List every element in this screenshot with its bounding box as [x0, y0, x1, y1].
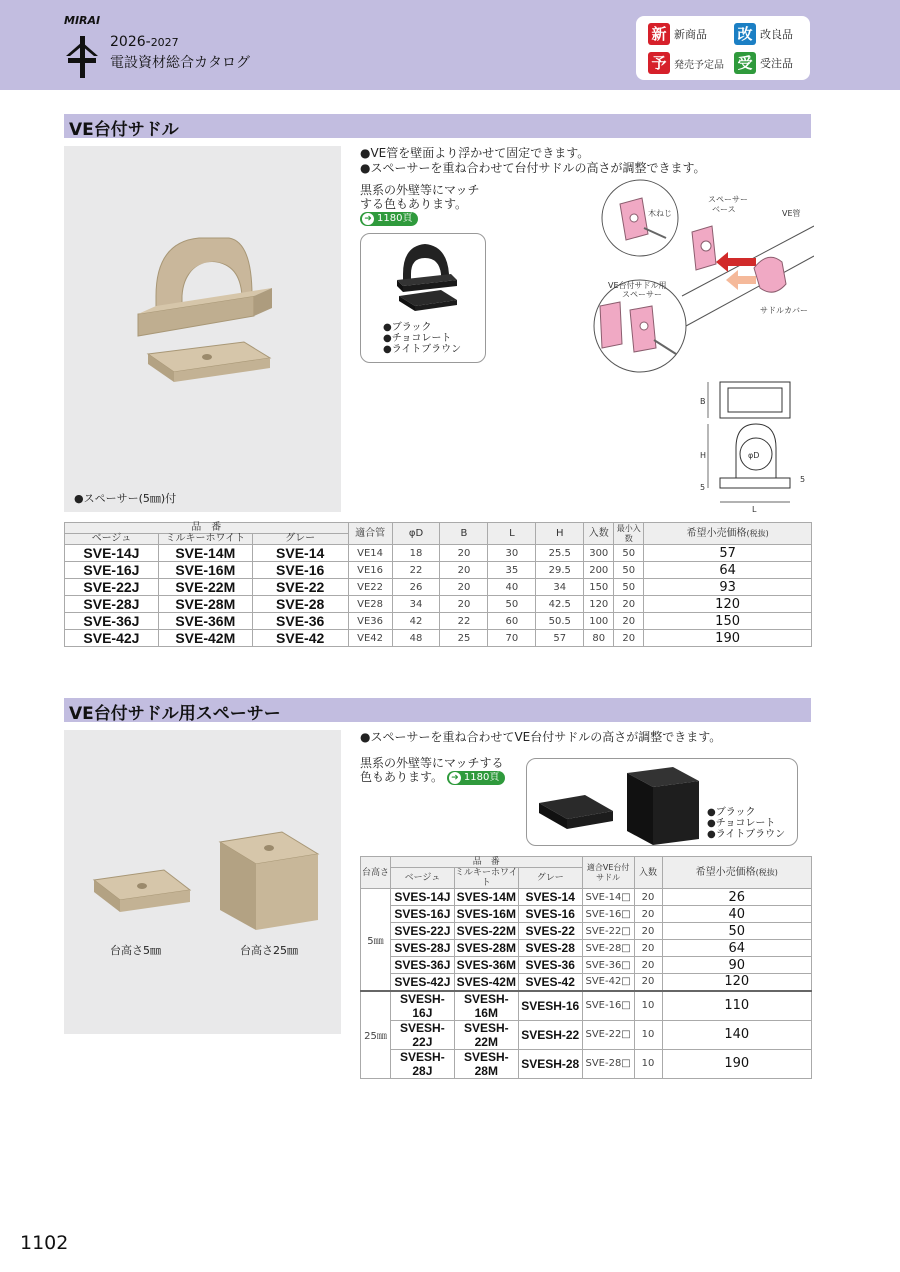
dimension-drawing — [696, 378, 812, 514]
spec-cell: 20 — [634, 974, 662, 991]
logo-text: MIRAI — [64, 14, 101, 27]
price-cell: 50 — [662, 923, 812, 940]
legend-improved: 改 改良品 — [734, 23, 793, 45]
feature-bullet-3: ●スペーサーを重ね合わせてVE台付サドルの高さが調整できます。 — [360, 730, 722, 744]
price-cell: 110 — [662, 991, 812, 1021]
dim-label-five-b: 5 — [800, 475, 806, 484]
spec-cell: 42 — [392, 613, 440, 630]
part-number-cell: SVE-16J — [65, 562, 159, 579]
spec-cell: SVE-28□ — [582, 940, 634, 957]
legend-upcoming: 予 発売予定品 — [648, 52, 724, 74]
table-row — [361, 923, 812, 940]
label-spacer-for: VE台付サドル用 — [608, 281, 667, 290]
th-part-number: 品 番 — [65, 523, 349, 534]
th2-part-number: 品 番 — [390, 857, 582, 868]
section-title-bar-2 — [64, 698, 811, 722]
spec-cell: 34 — [536, 579, 584, 596]
table-row — [361, 991, 812, 1021]
spec-cell: 42.5 — [536, 596, 584, 613]
color-option-2-black: ●ブラック — [707, 807, 756, 818]
dim-label-h: H — [700, 451, 707, 460]
spacer-photo — [64, 730, 341, 1034]
part-number-cell: SVE-28M — [158, 596, 252, 613]
spec-cell: SVE-28□ — [582, 1049, 634, 1078]
table-row — [65, 579, 812, 596]
feature-bullet-1: ●VE管を壁面より浮かせて固定できます。 — [360, 146, 590, 160]
part-number-cell: SVES-36J — [390, 957, 454, 974]
spec-cell: 30 — [488, 545, 536, 562]
section-title-2: VE台付サドル用スペーサー — [69, 704, 281, 724]
spec-cell: 80 — [584, 630, 614, 647]
dim-label-d: φD — [748, 451, 760, 460]
spec-cell: 50 — [614, 545, 644, 562]
spec-cell: SVE-14□ — [582, 889, 634, 906]
dim-label-b: B — [700, 397, 706, 406]
caption-25mm: 台高さ25㎜ — [240, 944, 298, 957]
spec-cell: 18 — [392, 545, 440, 562]
th2-height: 台高さ — [361, 857, 391, 889]
black-saddle-image — [361, 234, 487, 324]
part-number-cell: SVES-36M — [454, 957, 518, 974]
price-cell: 64 — [662, 940, 812, 957]
spec-cell: 20 — [614, 596, 644, 613]
spec-cell: 40 — [488, 579, 536, 596]
color-note-line-2: する色もあります。 — [360, 197, 468, 211]
table-row — [65, 630, 812, 647]
part-number-cell: SVE-42J — [65, 630, 159, 647]
height-group-cell: 25㎜ — [361, 991, 391, 1079]
color-variant-box — [360, 233, 486, 363]
th2-qty: 入数 — [634, 857, 662, 889]
th-beige: ベージュ — [65, 534, 159, 545]
part-number-cell: SVE-28J — [65, 596, 159, 613]
spec-cell: VE16 — [348, 562, 392, 579]
spec-cell: 70 — [488, 630, 536, 647]
spec-cell: SVE-36□ — [582, 957, 634, 974]
th2-price: 希望小売価格(税抜) — [662, 857, 812, 889]
spec-cell: 22 — [440, 613, 488, 630]
part-number-cell: SVE-14J — [65, 545, 159, 562]
spec-cell: 22 — [392, 562, 440, 579]
spec-cell: 25 — [440, 630, 488, 647]
dim-label-five-a: 5 — [700, 483, 706, 492]
color-note-2-line-1: 黒系の外壁等にマッチする — [360, 756, 504, 770]
spacer-spec-table — [360, 856, 812, 1079]
spec-cell: 29.5 — [536, 562, 584, 579]
part-number-cell: SVES-42M — [454, 974, 518, 991]
part-number-cell: SVESH-22J — [390, 1020, 454, 1049]
th-b: B — [440, 523, 488, 545]
table-row — [361, 957, 812, 974]
price-cell: 90 — [662, 957, 812, 974]
label-spacer-top: スペーサー — [708, 195, 748, 204]
th2-beige: ベージュ — [390, 868, 454, 889]
price-cell: 40 — [662, 906, 812, 923]
spec-cell: 20 — [634, 940, 662, 957]
spec-cell: 20 — [634, 889, 662, 906]
th-h: H — [536, 523, 584, 545]
spec-cell: 20 — [614, 613, 644, 630]
spec-cell: 57 — [536, 630, 584, 647]
part-number-cell: SVE-16M — [158, 562, 252, 579]
table-row — [361, 974, 812, 991]
part-number-cell: SVE-36 — [252, 613, 348, 630]
photo-caption: ●スペーサー(5㎜)付 — [74, 492, 177, 505]
price-cell: 120 — [644, 596, 812, 613]
part-number-cell: SVES-22M — [454, 923, 518, 940]
color-variant-box-2 — [526, 758, 798, 846]
price-cell: 190 — [644, 630, 812, 647]
th2-gray: グレー — [518, 868, 582, 889]
part-number-cell: SVESH-16M — [454, 991, 518, 1021]
spec-cell: VE42 — [348, 630, 392, 647]
color-note-line-1: 黒系の外壁等にマッチ — [360, 183, 480, 197]
page-reference-2[interactable]: ➜ 1180頁 — [447, 771, 505, 785]
spec-cell: SVE-42□ — [582, 974, 634, 991]
part-number-cell: SVES-14 — [518, 889, 582, 906]
price-cell: 150 — [644, 613, 812, 630]
legend-box — [636, 16, 810, 80]
arrow-right-icon: ➜ — [449, 772, 461, 784]
part-number-cell: SVES-22J — [390, 923, 454, 940]
spec-cell: SVE-22□ — [582, 923, 634, 940]
part-number-cell: SVES-28 — [518, 940, 582, 957]
spec-cell: 20 — [634, 923, 662, 940]
price-cell: 57 — [644, 545, 812, 562]
spec-cell: 20 — [440, 545, 488, 562]
spec-cell: 50 — [488, 596, 536, 613]
spec-cell: 10 — [634, 991, 662, 1021]
arrow-right-icon: ➜ — [362, 213, 374, 225]
spec-cell: 120 — [584, 596, 614, 613]
feature-bullet-2: ●スペーサーを重ね合わせて台付サドルの高さが調整できます。 — [360, 161, 706, 175]
label-saddle-cover: サドルカバー — [760, 306, 808, 315]
spec-cell: 48 — [392, 630, 440, 647]
part-number-cell: SVES-14M — [454, 889, 518, 906]
page-number: 1102 — [20, 1232, 69, 1254]
label-ve-pipe: VE管 — [782, 209, 801, 218]
table-row — [65, 613, 812, 630]
section-title-bar — [64, 114, 811, 138]
part-number-cell: SVE-22M — [158, 579, 252, 596]
spec-cell: 300 — [584, 545, 614, 562]
part-number-cell: SVES-16 — [518, 906, 582, 923]
part-number-cell: SVES-36 — [518, 957, 582, 974]
color-option-black: ●ブラック — [383, 322, 432, 333]
spec-cell: 10 — [634, 1020, 662, 1049]
part-number-cell: SVE-22 — [252, 579, 348, 596]
table-row — [361, 906, 812, 923]
price-cell: 26 — [662, 889, 812, 906]
spec-cell: SVE-16□ — [582, 991, 634, 1021]
color-note-2-line-2: 色もあります。 ➜ 1180頁 — [360, 770, 505, 785]
spec-cell: 20 — [440, 562, 488, 579]
label-spacer: スペーサー — [622, 290, 662, 299]
spec-cell: 10 — [634, 1049, 662, 1078]
spec-cell: 20 — [634, 957, 662, 974]
table-row — [65, 562, 812, 579]
part-number-cell: SVES-42J — [390, 974, 454, 991]
color-option-chocolate: ●チョコレート — [383, 333, 452, 344]
part-number-cell: SVES-28J — [390, 940, 454, 957]
spec-cell: 50 — [614, 562, 644, 579]
part-number-cell: SVE-28 — [252, 596, 348, 613]
spec-cell: 26 — [392, 579, 440, 596]
color-option-lightbrown: ●ライトブラウン — [383, 344, 462, 355]
table-row — [65, 545, 812, 562]
color-option-2-lightbrown: ●ライトブラウン — [707, 829, 786, 840]
spec-cell: VE36 — [348, 613, 392, 630]
assembly-diagram — [578, 176, 814, 376]
spec-cell: SVE-22□ — [582, 1020, 634, 1049]
part-number-cell: SVE-36M — [158, 613, 252, 630]
part-number-cell: SVES-16J — [390, 906, 454, 923]
spec-cell: 50 — [614, 579, 644, 596]
spec-cell: VE28 — [348, 596, 392, 613]
part-number-cell: SVESH-28M — [454, 1049, 518, 1078]
spec-cell: SVE-16□ — [582, 906, 634, 923]
label-base: ベース — [712, 205, 736, 214]
legend-order: 受 受注品 — [734, 52, 793, 74]
spec-cell: VE14 — [348, 545, 392, 562]
legend-new: 新 新商品 — [648, 23, 707, 45]
catalog-title: 電設資材総合カタログ — [110, 55, 250, 71]
spec-cell: 20 — [440, 596, 488, 613]
saddle-product-image — [64, 146, 341, 512]
part-number-cell: SVE-14M — [158, 545, 252, 562]
table-row — [361, 940, 812, 957]
spec-cell: 20 — [634, 906, 662, 923]
spec-cell: 20 — [614, 630, 644, 647]
dim-label-l: L — [752, 505, 757, 514]
product-photo — [64, 146, 341, 512]
spec-cell: 35 — [488, 562, 536, 579]
part-number-cell: SVES-42 — [518, 974, 582, 991]
part-number-cell: SVES-22 — [518, 923, 582, 940]
page-header — [0, 0, 900, 90]
caption-5mm: 台高さ5㎜ — [110, 944, 161, 957]
part-number-cell: SVESH-28J — [390, 1049, 454, 1078]
part-number-cell: SVE-42M — [158, 630, 252, 647]
part-number-cell: SVES-28M — [454, 940, 518, 957]
spacer-product-image — [64, 730, 341, 1034]
table-row — [361, 1049, 812, 1078]
th-qty: 入数 — [584, 523, 614, 545]
part-number-cell: SVE-16 — [252, 562, 348, 579]
height-group-cell: 5㎜ — [361, 889, 391, 991]
part-number-cell: SVESH-16J — [390, 991, 454, 1021]
price-cell: 140 — [662, 1020, 812, 1049]
table-row — [361, 1020, 812, 1049]
part-number-cell: SVE-36J — [65, 613, 159, 630]
spec-cell: 25.5 — [536, 545, 584, 562]
th-gray: グレー — [252, 534, 348, 545]
th2-milky-white: ミルキーホワイト — [454, 868, 518, 888]
spec-cell: 60 — [488, 613, 536, 630]
spec-cell: 20 — [440, 579, 488, 596]
black-spacer-image — [527, 759, 707, 847]
th-milky-white: ミルキーホワイト — [158, 534, 252, 545]
part-number-cell: SVESH-22M — [454, 1020, 518, 1049]
th-pipe: 適合管 — [348, 523, 392, 545]
part-number-cell: SVESH-22 — [518, 1020, 582, 1049]
label-wood-screw: 木ねじ — [648, 209, 672, 218]
price-cell: 120 — [662, 974, 812, 991]
th-d: φD — [392, 523, 440, 545]
spec-cell: 50.5 — [536, 613, 584, 630]
catalog-year: 2026-2027 — [110, 34, 179, 50]
price-cell: 190 — [662, 1049, 812, 1078]
spec-cell: 150 — [584, 579, 614, 596]
part-number-cell: SVESH-28 — [518, 1049, 582, 1078]
part-number-cell: SVESH-16 — [518, 991, 582, 1021]
spec-cell: VE22 — [348, 579, 392, 596]
table-row — [65, 596, 812, 613]
th-l: L — [488, 523, 536, 545]
price-cell: 93 — [644, 579, 812, 596]
th2-fit: 適合VE台付 サドル — [582, 857, 634, 889]
part-number-cell: SVE-22J — [65, 579, 159, 596]
section-title: VE台付サドル — [69, 120, 179, 140]
spec-cell: 100 — [584, 613, 614, 630]
spec-cell: 34 — [392, 596, 440, 613]
color-option-2-chocolate: ●チョコレート — [707, 818, 776, 829]
part-number-cell: SVE-42 — [252, 630, 348, 647]
price-cell: 64 — [644, 562, 812, 579]
th-price: 希望小売価格(税抜) — [644, 523, 812, 545]
part-number-cell: SVE-14 — [252, 545, 348, 562]
part-number-cell: SVES-14J — [390, 889, 454, 906]
spec-cell: 200 — [584, 562, 614, 579]
part-number-cell: SVES-16M — [454, 906, 518, 923]
saddle-spec-table — [64, 522, 812, 647]
page-reference[interactable]: ➜ 1180頁 — [360, 211, 418, 226]
th-min-qty: 最小入数 — [614, 523, 644, 545]
table-row — [361, 889, 812, 906]
